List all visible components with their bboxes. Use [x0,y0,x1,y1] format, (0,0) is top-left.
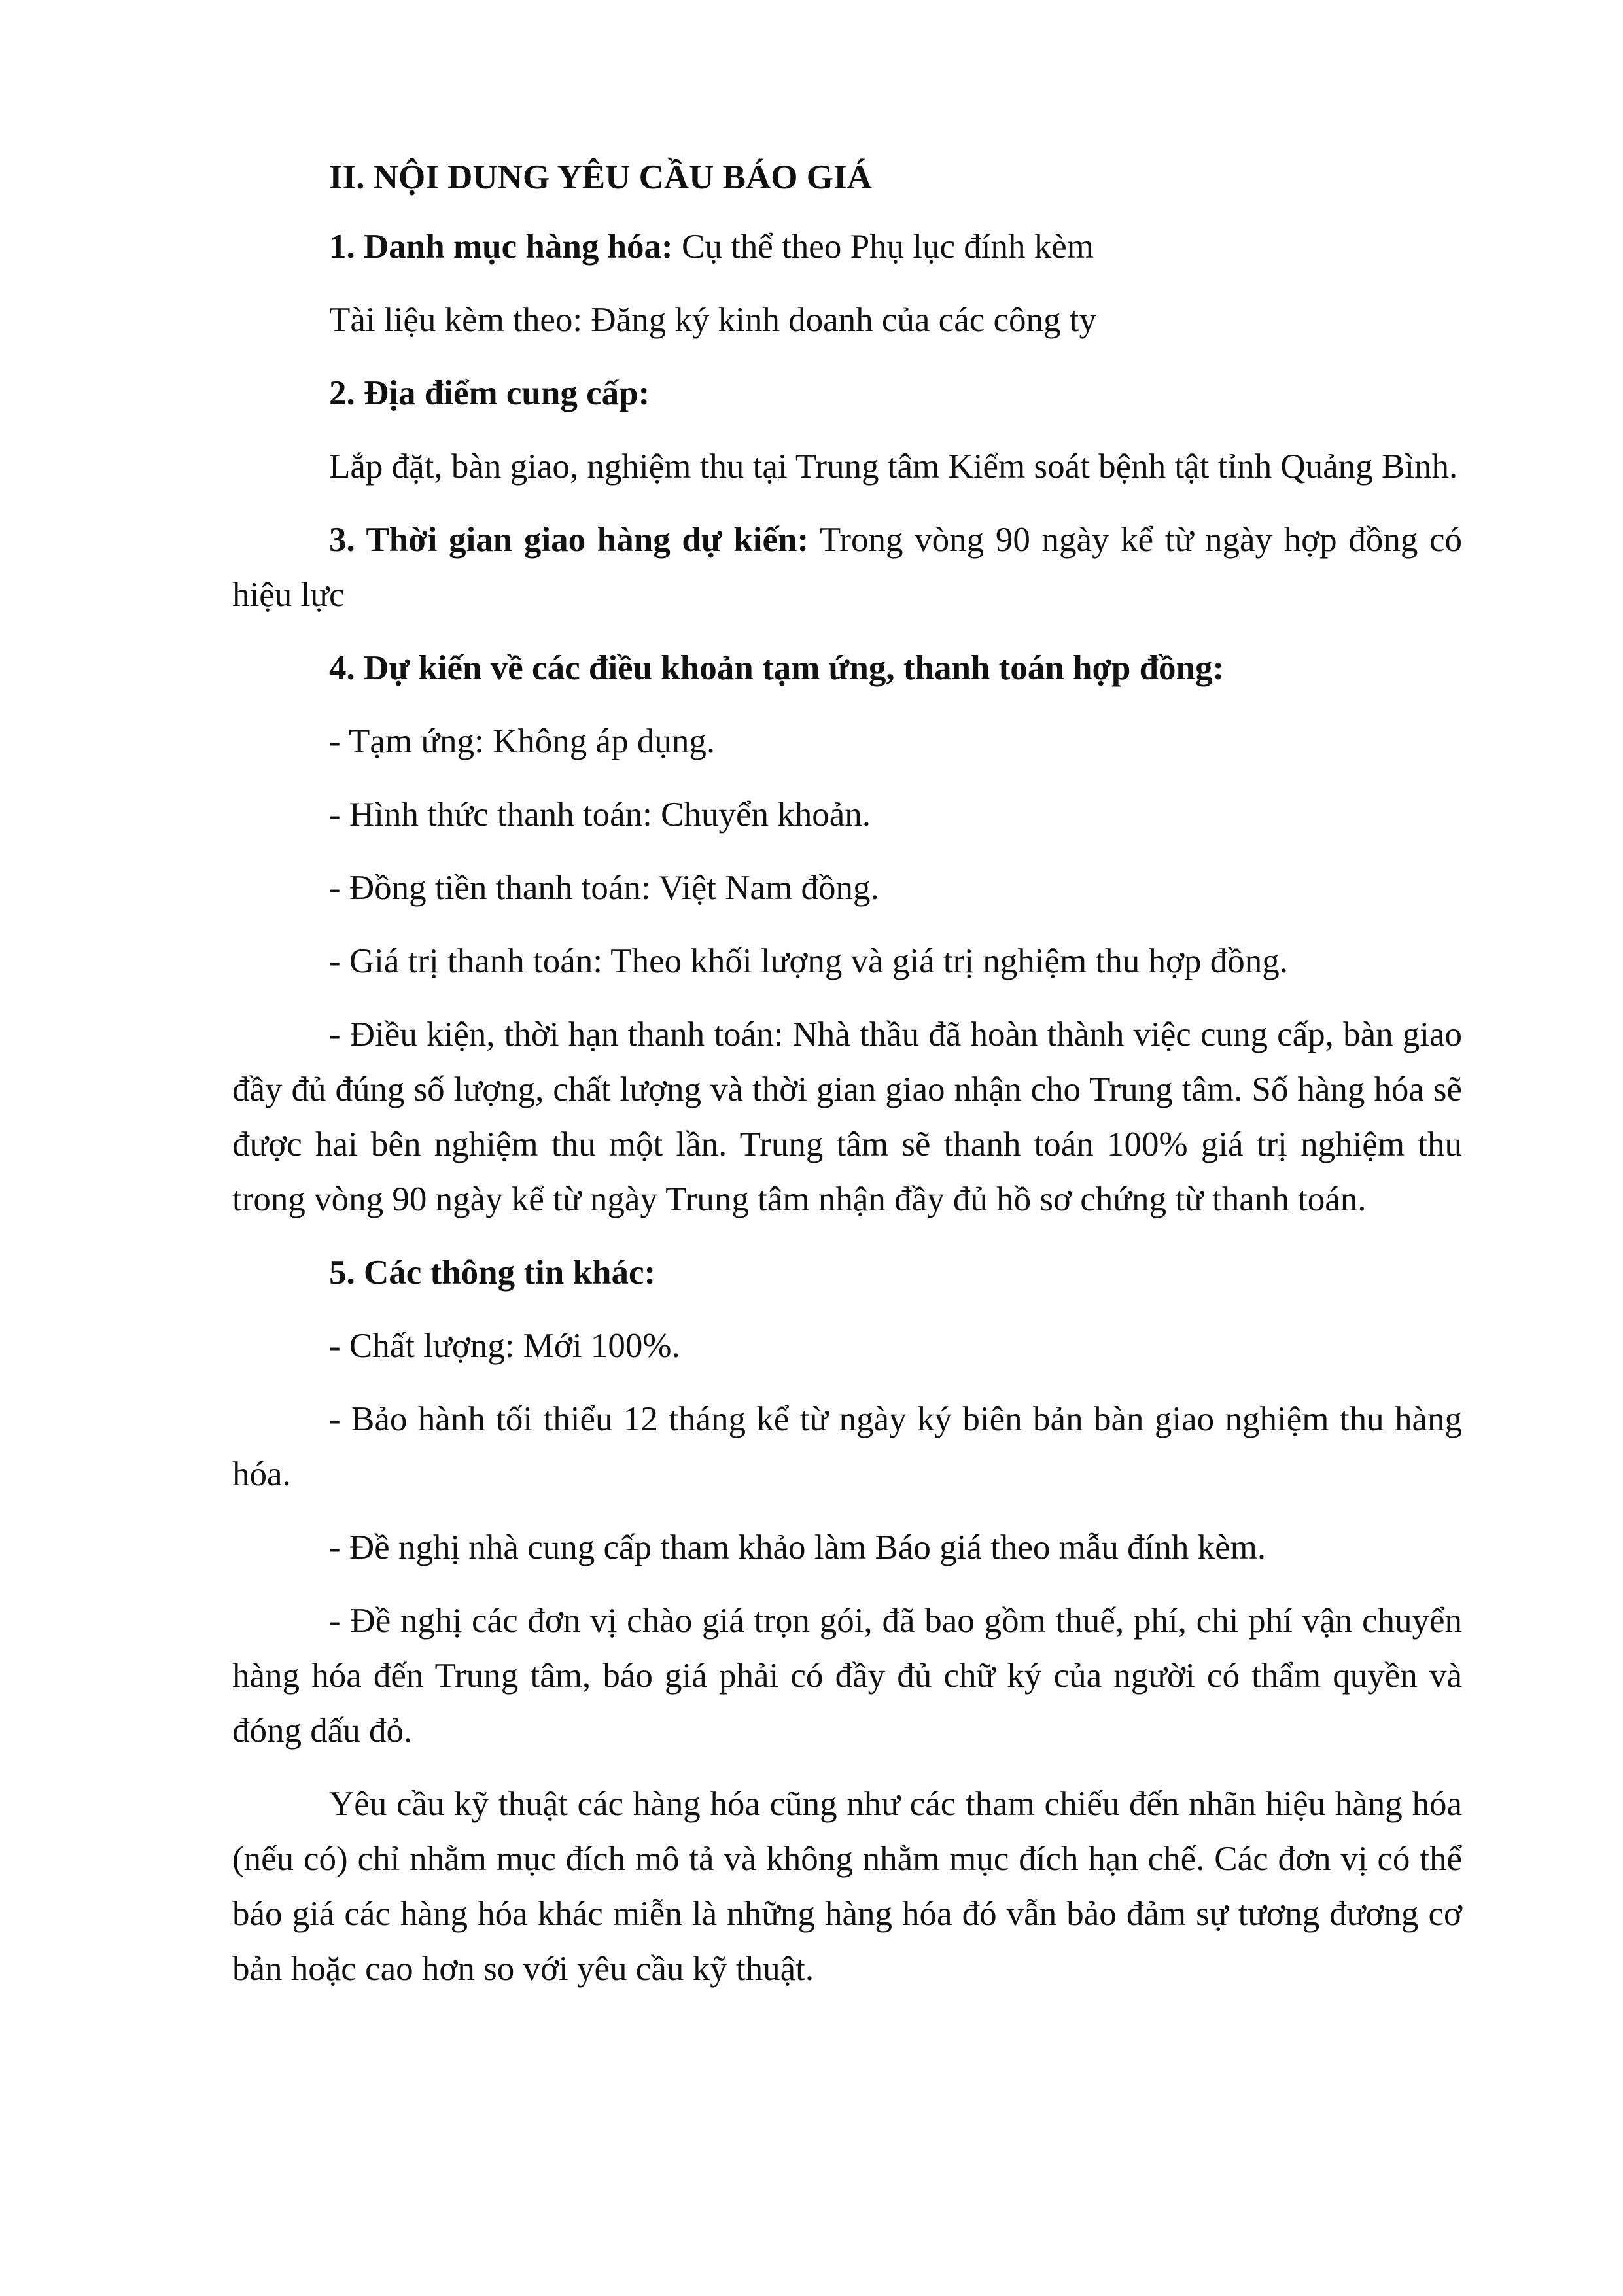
warranty-line: - Bảo hành tối thiểu 12 tháng kể từ ngày ký biên bản bàn giao nghiệm thu hàng hóa. [232,1400,1462,1493]
item-1 [232,219,1462,274]
item-2-text: Lắp đặt, bàn giao, nghiệm thu tại Trung tâm Kiểm soát bệnh tật tỉnh Quảng Bình. [329,448,1458,486]
item-5-label [232,1245,1462,1300]
item-3-text: Trong vòng 90 ngày kể từ ngày hợp đồng có hiệu lực [232,521,1463,614]
payment-advance: - Tạm ứng: Không áp dụng. [329,722,716,760]
payment-currency: - Đồng tiền thanh toán: Việt Nam đồng. [329,869,879,907]
item-5-heading: 5. Các thông tin khác: [329,1254,656,1292]
template-line: - Đề nghị nhà cung cấp tham khảo làm Báo giá theo mẫu đính kèm. [329,1528,1266,1566]
closing-paragraph: Yêu cầu kỹ thuật các hàng hóa cũng như các tham chiếu đến nhãn hiệu hàng hóa (nếu có) chỉ nhằm mục đích mô tả và không nhằm mục đích hạn chế. Các đơn vị có thể báo giá các hàng hóa khác miễn là những hàng hóa đó vẫn bảo đảm sự tương đương cơ bản hoặc cao hơn so với yêu cầu kỹ thuật. [232,1785,1462,1988]
item-1-label: 1. Danh mục hàng hóa: [329,228,673,266]
payment-value: - Giá trị thanh toán: Theo khối lượng và giá trị nghiệm thu hợp đồng. [329,942,1288,980]
attachments-line: Tài liệu kèm theo: Đăng ký kinh doanh của các công ty [329,301,1096,339]
item-4-heading: 4. Dự kiến về các điều khoản tạm ứng, thanh toán hợp đồng: [329,649,1225,687]
payment-conditions: - Điều kiện, thời hạn thanh toán: Nhà thầu đã hoàn thành việc cung cấp, bàn giao đầy đủ đúng số lượng, chất lượng và thời gian giao nhận cho Trung tâm. Số hàng hóa sẽ được hai bên nghiệm thu một lần. Trung tâm sẽ thanh toán 100% giá trị nghiệm thu trong vòng 90 ngày kể từ ngày Trung tâm nhận đầy đủ hồ sơ chứng từ thanh toán. [232,1016,1462,1218]
quality-line: - Chất lượng: Mới 100%. [329,1327,680,1365]
item-2-label [232,366,1462,421]
item-3-label: 3. Thời gian giao hàng dự kiến: [329,521,809,559]
section-title: II. NỘI DUNG YÊU CẦU BÁO GIÁ [329,158,872,196]
payment-method: - Hình thức thanh toán: Chuyển khoản. [329,796,871,834]
item-3 [232,512,1462,622]
document-page [232,147,1462,2015]
item-1-text: Cụ thể theo Phụ lục đính kèm [672,228,1094,266]
item-2-heading: 2. Địa điểm cung cấp: [329,374,650,412]
package-line: - Đề nghị các đơn vị chào giá trọn gói, đã bao gồm thuế, phí, chi phí vận chuyển hàng hóa đến Trung tâm, báo giá phải có đầy đủ chữ ký của người có thẩm quyền và đóng dấu đỏ. [232,1602,1462,1750]
item-4-label [232,641,1462,696]
